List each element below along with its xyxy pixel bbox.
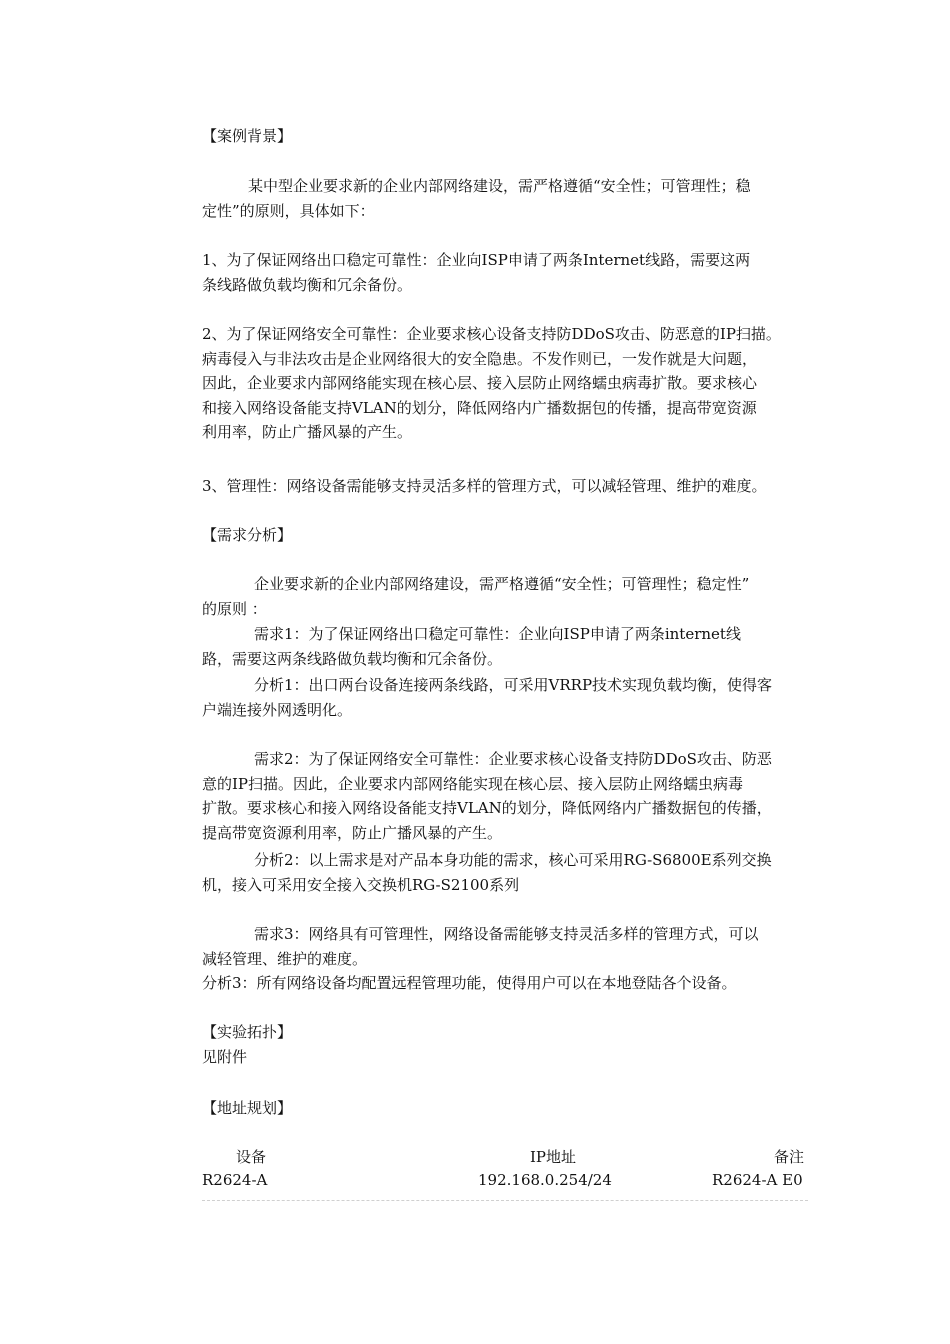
address-table [202,1146,808,1196]
analysis-3 [202,971,812,996]
text-line: 病毒侵入与非法攻击是企业网络很大的安全隐患。不发作则已，一发作就是大问题， [202,349,758,368]
address-heading: 【地址规划】 [202,1099,293,1117]
text-line: 机，接入可采用安全接入交换机RG-S2100系列 [202,875,520,894]
text-line: 的原则 ： [202,599,267,618]
cell-ip: 192.168.0.254/24 [478,1171,612,1189]
text-line: 3、管理性：网络设备需能够支持灵活多样的管理方式，可以减轻管理、维护的难度。 [202,477,767,495]
requirement-3 [202,922,812,971]
text-line: 某中型企业要求新的企业内部网络建设，需严格遵循“安全性；可管理性；稳 [248,177,751,195]
cell-note: R2624-A E0 [712,1171,803,1189]
text-line: 需求2：为了保证网络安全可靠性：企业要求核心设备支持防DDoS攻击、防恶 [254,750,772,768]
text-line: 扩散。要求核心和接入网络设备能支持VLAN的划分，降低网络内广播数据包的传播， [202,799,772,817]
topology-heading: 【实验拓扑】 [202,1023,293,1041]
text-line: 分析1：出口两台设备连接两条线路，可采用VRRP技术实现负载均衡，使得客 [254,676,773,694]
text-line: 路，需要这两条线路做负载均衡和冗余备份。 [202,649,503,668]
text-line: 利用率，防止广播风暴的产生。 [202,423,413,441]
text-line: 提高带宽资源利用率，防止广播风暴的产生。 [202,823,503,842]
requirement-2 [202,747,812,845]
text-line: 条线路做负载均衡和冗余备份。 [202,275,413,294]
text-line: 户端连接外网透明化。 [202,700,353,719]
background-heading: 【案例背景】 [202,127,293,145]
text-line: 需求1：为了保证网络出口稳定可靠性：企业向ISP申请了两条internet线 [254,625,741,643]
table-row [202,1171,808,1196]
background-paragraph-4 [202,474,812,499]
text-line: 和接入网络设备能支持VLAN的划分，降低网络内广播数据包的传播，提高带宽资源 [202,398,757,417]
table-divider [202,1200,808,1201]
column-header-device: 设备 [236,1148,267,1166]
text-line: 定性”的原则，具体如下： [202,201,375,220]
analysis-heading: 【需求分析】 [202,526,293,544]
text-line: 2、为了保证网络安全可靠性：企业要求核心设备支持防DDoS攻击、防恶意的IP扫描。 [202,325,781,343]
text-line: 分析3：所有网络设备均配置远程管理功能，使得用户可以在本地登陆各个设备。 [202,974,737,992]
column-header-note: 备注 [773,1148,804,1166]
column-header-ip: IP地址 [530,1148,577,1166]
text-line: 需求3：网络具有可管理性，网络设备需能够支持灵活多样的管理方式，可以 [254,925,759,943]
cell-device: R2624-A [202,1171,268,1189]
background-paragraph-2 [202,248,812,297]
analysis-intro [202,572,812,621]
topology-text: 见附件 [202,1048,248,1066]
analysis-2 [202,848,812,897]
text-line: 1、为了保证网络出口稳定可靠性：企业向ISP申请了两条Internet线路，需要这两 [202,251,751,269]
text-line: 企业要求新的企业内部网络建设，需严格遵循“安全性；可管理性；稳定性” [254,575,750,593]
table-header-row [202,1146,808,1171]
requirement-1 [202,622,812,671]
background-paragraph-1 [202,174,812,223]
background-paragraph-3 [202,322,812,445]
text-line: 分析2：以上需求是对产品本身功能的需求，核心可采用RG-S6800E系列交换 [254,851,772,869]
text-line: 因此，企业要求内部网络能实现在核心层、接入层防止网络蠕虫病毒扩散。要求核心 [202,374,758,392]
analysis-1 [202,673,812,722]
text-line: 减轻管理、维护的难度。 [202,949,368,968]
text-line: 意的IP扫描。因此，企业要求内部网络能实现在核心层、接入层防止网络蠕虫病毒 [202,774,744,793]
